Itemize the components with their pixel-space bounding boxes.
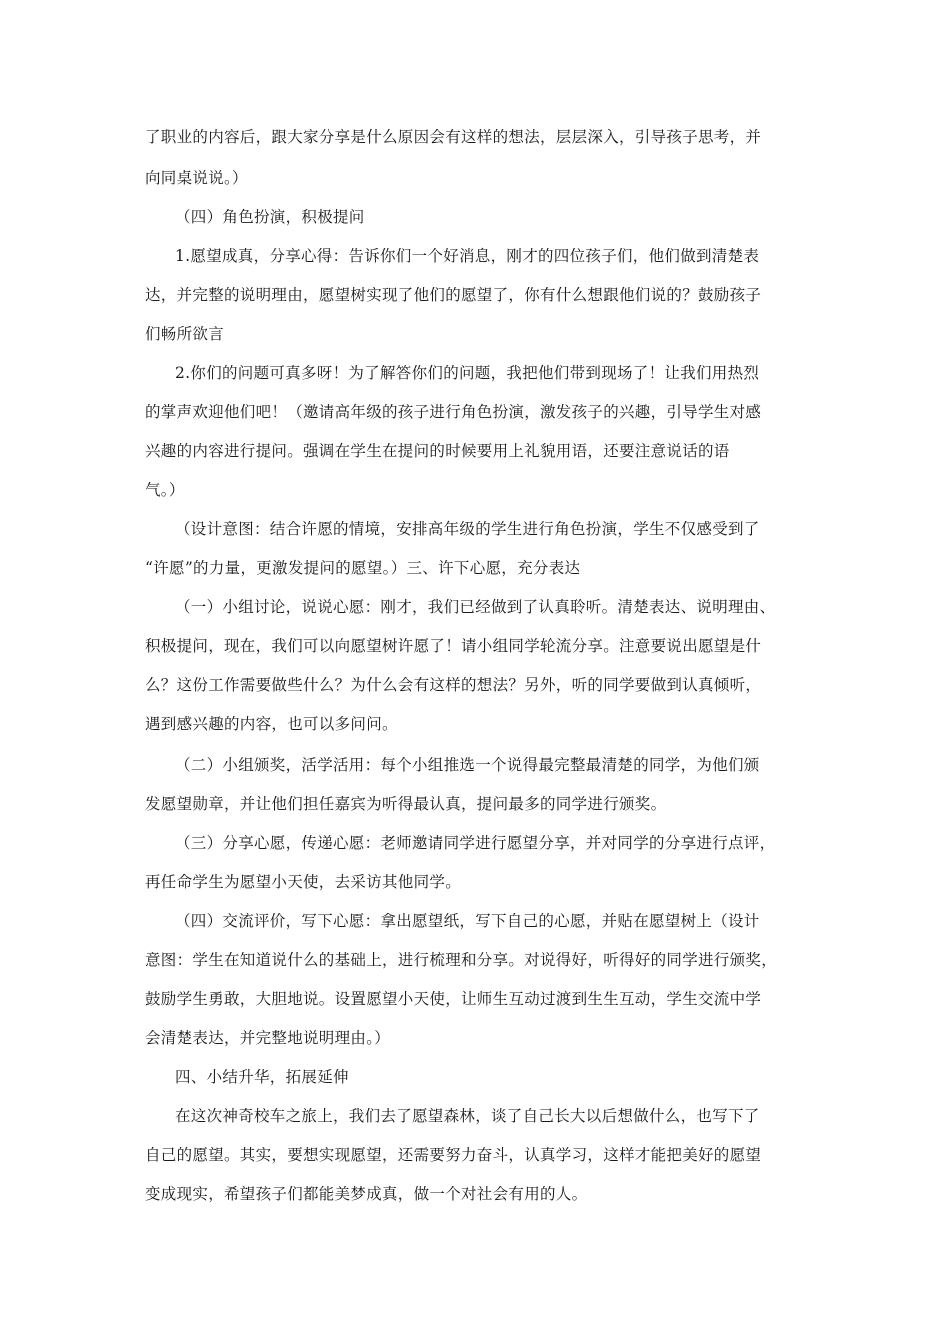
text-line: 向同桌说说。）: [145, 169, 248, 187]
text-line: 会清楚表达，并完整地说明理由。）: [145, 1029, 391, 1047]
text-line: 再任命学生为愿望小天使，去采访其他同学。: [145, 873, 462, 891]
text-line: （二）小组颁奖，活学活用：每个小组推选一个说得最完整最清楚的同学，为他们颁: [175, 756, 760, 774]
text-line: “许愿”的力量，更激发提问的愿望。）三、许下心愿，充分表达: [145, 559, 581, 577]
text-line: 在这次神奇校车之旅上，我们去了愿望森林，谈了自己长大以后想做什么，也写下了: [175, 1107, 760, 1125]
text-line: （三）分享心愿，传递心愿：老师邀请同学进行愿望分享，并对同学的分享进行点评，: [175, 834, 776, 852]
text-line: 鼓励学生勇敢，大胆地说。设置愿望小天使，让师生互动过渡到生生互动，学生交流中学: [145, 990, 762, 1008]
text-line: 达，并完整的说明理由，愿望树实现了他们的愿望了，你有什么想跟他们说的？鼓励孩子: [145, 286, 762, 304]
text-line: 2.你们的问题可真多呀！为了解答你们的问题，我把他们带到现场了！让我们用热烈: [175, 364, 760, 382]
text-line: 兴趣的内容进行提问。强调在学生在提问的时候要用上礼貌用语，还要注意说话的语: [145, 442, 730, 460]
text-line: 了职业的内容后，跟大家分享是什么原因会有这样的想法，层层深入，引导孩子思考，并: [145, 128, 762, 146]
text-line: （四）交流评价，写下心愿：拿出愿望纸，写下自己的心愿，并贴在愿望树上（设计: [175, 912, 760, 930]
section-heading: （四）角色扮演，积极提问: [175, 208, 365, 226]
text-line: 的掌声欢迎他们吧！（邀请高年级的孩子进行角色扮演，激发孩子的兴趣，引导学生对感: [145, 403, 762, 421]
text-line: （设计意图：结合许愿的情境，安排高年级的学生进行角色扮演，学生不仅感受到了: [175, 520, 760, 538]
text-line: 意图：学生在知道说什么的基础上，进行梳理和分享。对说得好，听得好的同学进行颁奖，: [145, 951, 778, 969]
text-line: 1.愿望成真，分享心得：告诉你们一个好消息，刚才的四位孩子们，他们做到清楚表: [175, 247, 760, 265]
section-heading: 四、小结升华，拓展延伸: [175, 1068, 349, 1086]
text-line: 变成现实，希望孩子们都能美梦成真，做一个对社会有用的人。: [145, 1185, 588, 1203]
text-line: 们畅所欲言: [145, 325, 225, 343]
text-line: 么？这份工作需要做些什么？为什么会有这样的想法？另外，听的同学要做到认真倾听，: [145, 676, 762, 694]
text-line: 遇到感兴趣的内容，也可以多问问。: [145, 715, 398, 733]
text-line: 气。）: [145, 481, 185, 499]
text-line: （一）小组讨论，说说心愿：刚才，我们已经做到了认真聆听。清楚表达、说明理由、: [175, 598, 776, 616]
text-line: 积极提问，现在，我们可以向愿望树许愿了！请小组同学轮流分享。注意要说出愿望是什: [145, 637, 762, 655]
text-line: 自己的愿望。其实，要想实现愿望，还需要努力奋斗，认真学习，这样才能把美好的愿望: [145, 1146, 762, 1164]
text-line: 发愿望勋章，并让他们担任嘉宾为听得最认真，提问最多的同学进行颁奖。: [145, 795, 667, 813]
